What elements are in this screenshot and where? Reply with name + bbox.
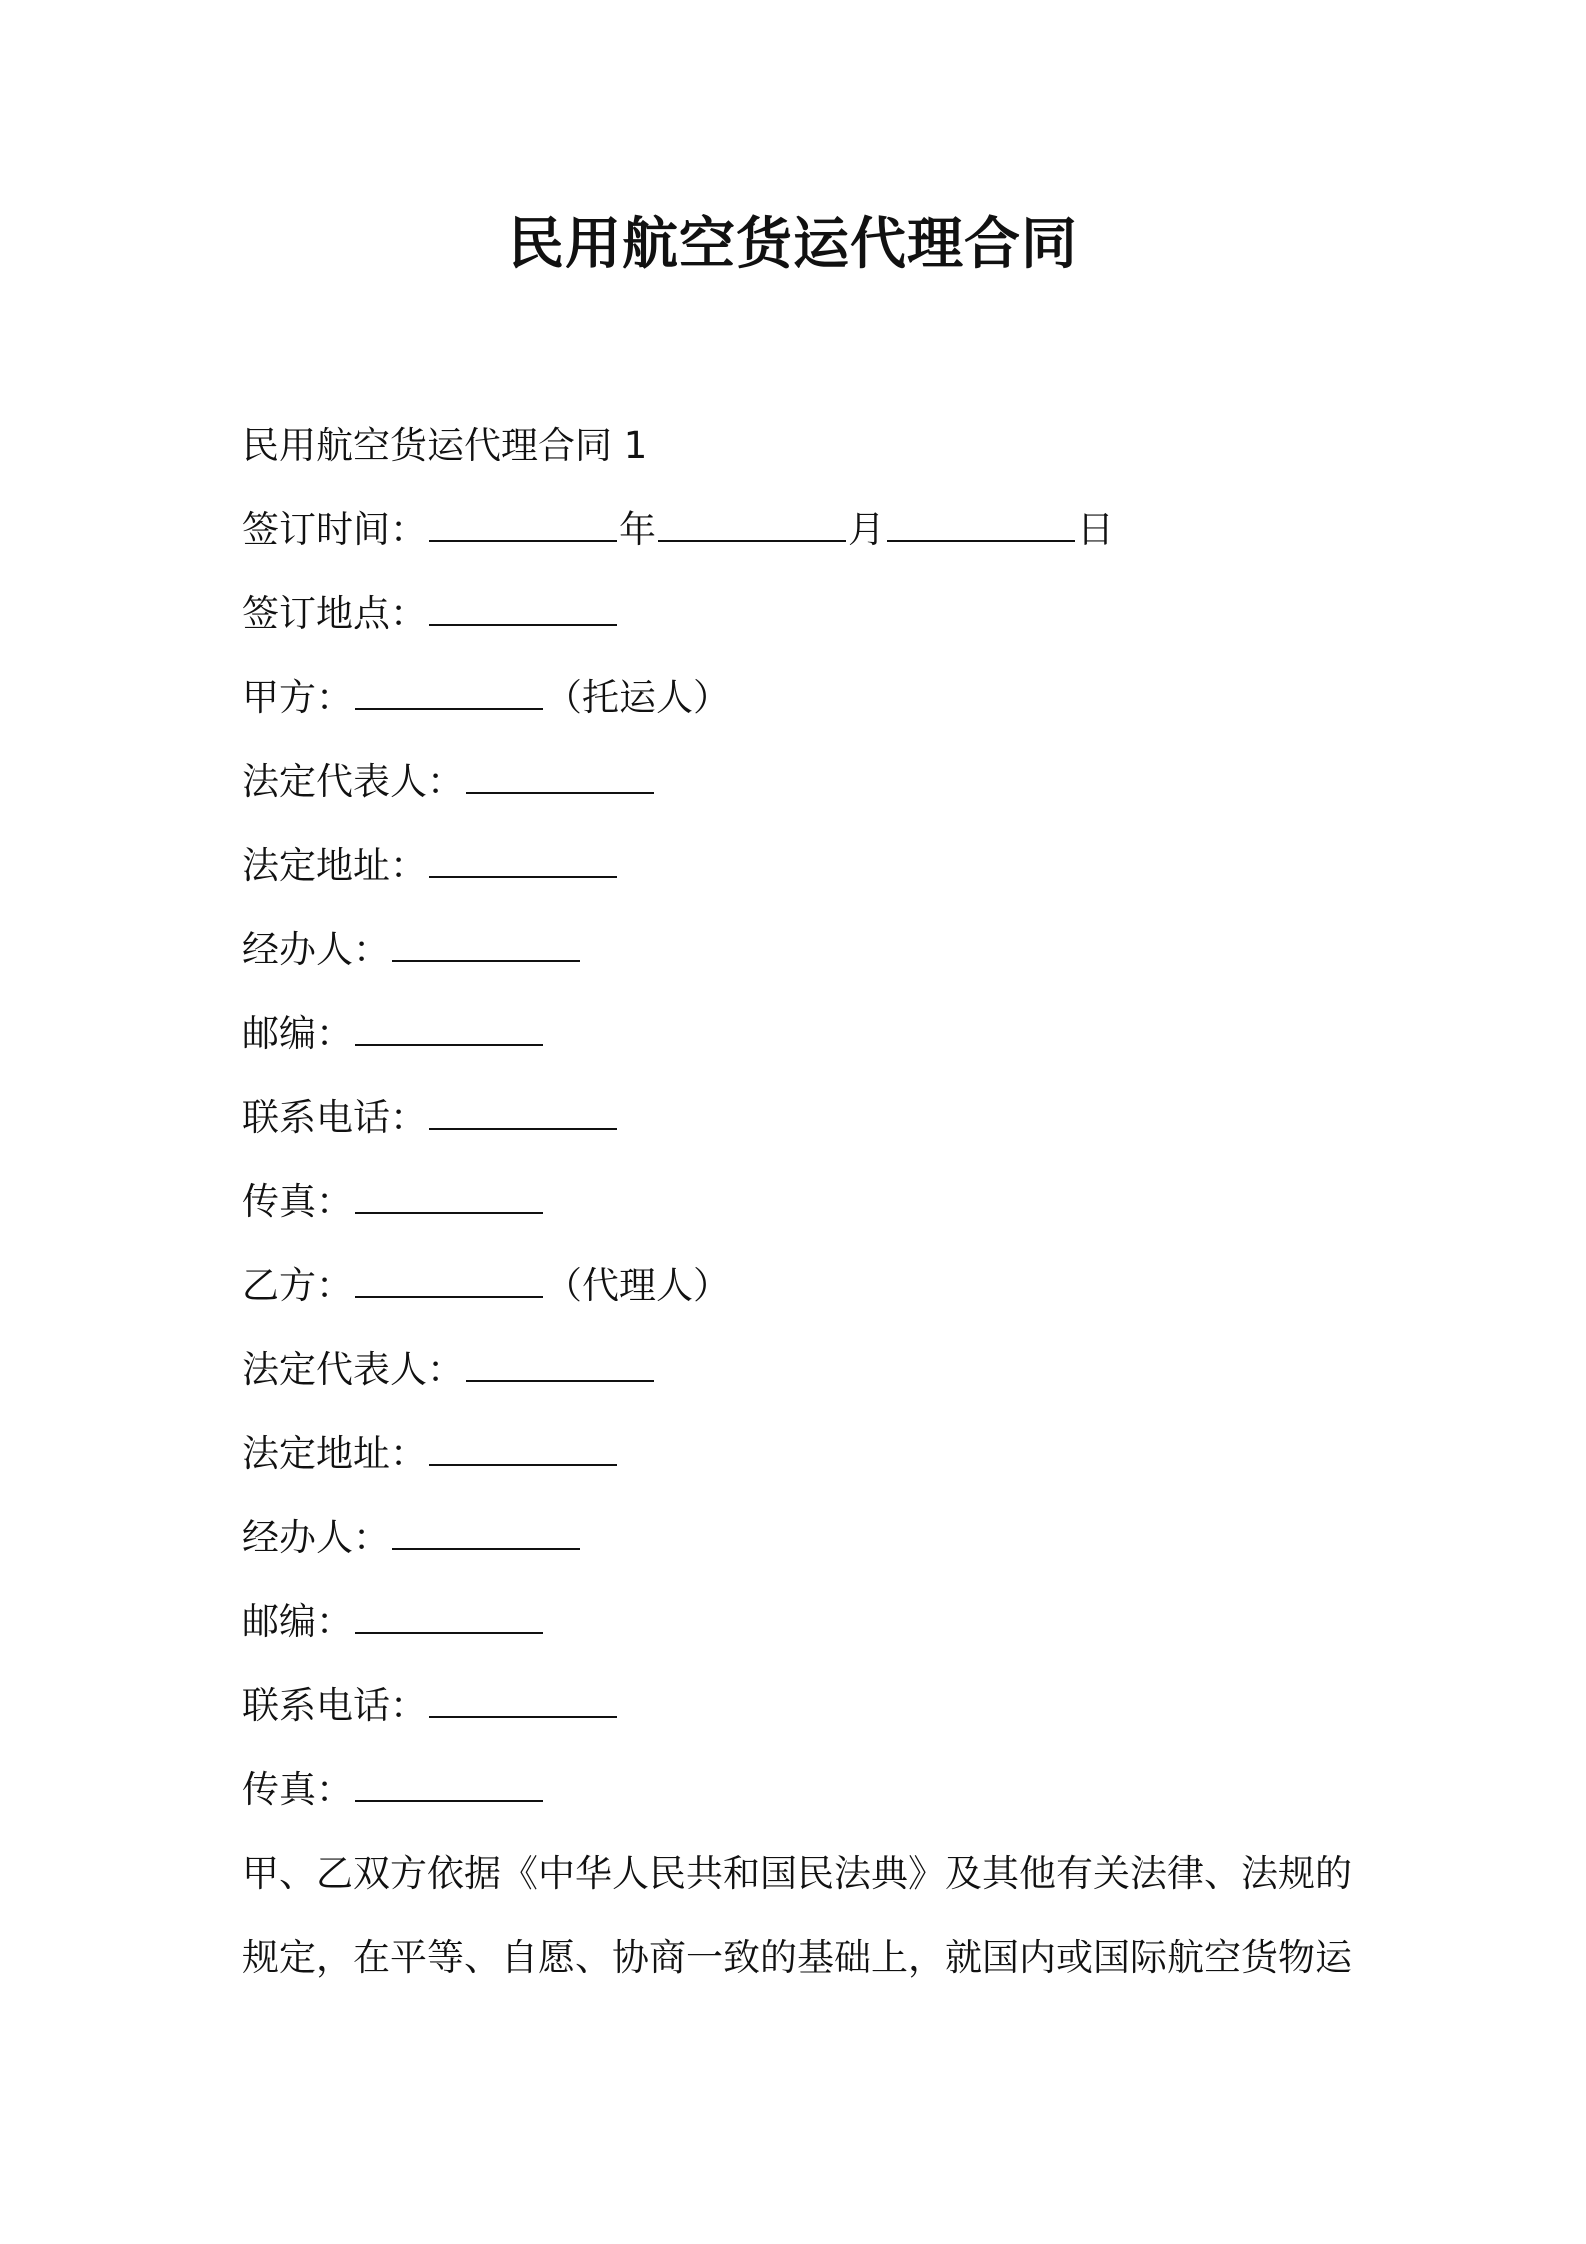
field-label: 法定代表人： — [242, 760, 464, 803]
field-label: 联系电话： — [242, 1096, 427, 1139]
document-body — [242, 404, 1362, 2000]
field-blank — [429, 846, 617, 878]
sign-place-line — [242, 572, 1362, 656]
contract-subtitle: 民用航空货运代理合同 1 — [242, 424, 648, 467]
party-a-line — [242, 656, 1362, 740]
field-blank — [466, 1350, 654, 1382]
sign-place-blank — [429, 594, 617, 626]
field-blank — [355, 1770, 543, 1802]
field-blank — [466, 762, 654, 794]
party-a-legal-rep-line — [242, 740, 1362, 824]
field-label: 法定地址： — [242, 1432, 427, 1475]
year-label: 年 — [619, 508, 656, 551]
paragraph-line-2: 规定，在平等、自愿、协商一致的基础上，就国内或国际航空货物运 — [242, 1936, 1352, 1979]
party-a-phone-line — [242, 1076, 1362, 1160]
field-blank — [355, 1602, 543, 1634]
field-label: 传真： — [242, 1180, 353, 1223]
field-label: 邮编： — [242, 1600, 353, 1643]
day-blank — [887, 510, 1075, 542]
field-blank — [392, 930, 580, 962]
party-a-postcode-line — [242, 992, 1362, 1076]
party-b-line — [242, 1244, 1362, 1328]
party-b-postcode-line — [242, 1580, 1362, 1664]
field-label: 经办人： — [242, 1516, 390, 1559]
field-label: 法定地址： — [242, 844, 427, 887]
party-b-legal-rep-line — [242, 1328, 1362, 1412]
party-b-address-line — [242, 1412, 1362, 1496]
field-blank — [355, 1014, 543, 1046]
month-label: 月 — [848, 508, 885, 551]
party-a-blank — [355, 678, 543, 710]
field-blank — [355, 1182, 543, 1214]
party-a-fax-line — [242, 1160, 1362, 1244]
field-label: 法定代表人： — [242, 1348, 464, 1391]
party-a-role: （托运人） — [545, 676, 730, 719]
party-b-phone-line — [242, 1664, 1362, 1748]
document-title: 民用航空货运代理合同 — [508, 212, 1078, 277]
field-blank — [429, 1686, 617, 1718]
party-a-agent-line — [242, 908, 1362, 992]
party-b-fax-line — [242, 1748, 1362, 1832]
field-label: 传真： — [242, 1768, 353, 1811]
party-a-label: 甲方： — [242, 676, 353, 719]
field-label: 邮编： — [242, 1012, 353, 1055]
field-label: 联系电话： — [242, 1684, 427, 1727]
month-blank — [658, 510, 846, 542]
sign-place-label: 签订地点： — [242, 592, 427, 635]
party-b-role: （代理人） — [545, 1264, 730, 1307]
party-b-label: 乙方： — [242, 1264, 353, 1307]
paragraph-line-1: 甲、乙双方依据《中华人民共和国民法典》及其他有关法律、法规的 — [242, 1852, 1352, 1895]
year-blank — [429, 510, 617, 542]
party-b-blank — [355, 1266, 543, 1298]
field-blank — [429, 1098, 617, 1130]
party-b-agent-line — [242, 1496, 1362, 1580]
day-label: 日 — [1077, 508, 1114, 551]
sign-time-label: 签订时间： — [242, 508, 427, 551]
field-blank — [429, 1434, 617, 1466]
field-blank — [392, 1518, 580, 1550]
party-a-address-line — [242, 824, 1362, 908]
field-label: 经办人： — [242, 928, 390, 971]
sign-time-line — [242, 488, 1362, 572]
